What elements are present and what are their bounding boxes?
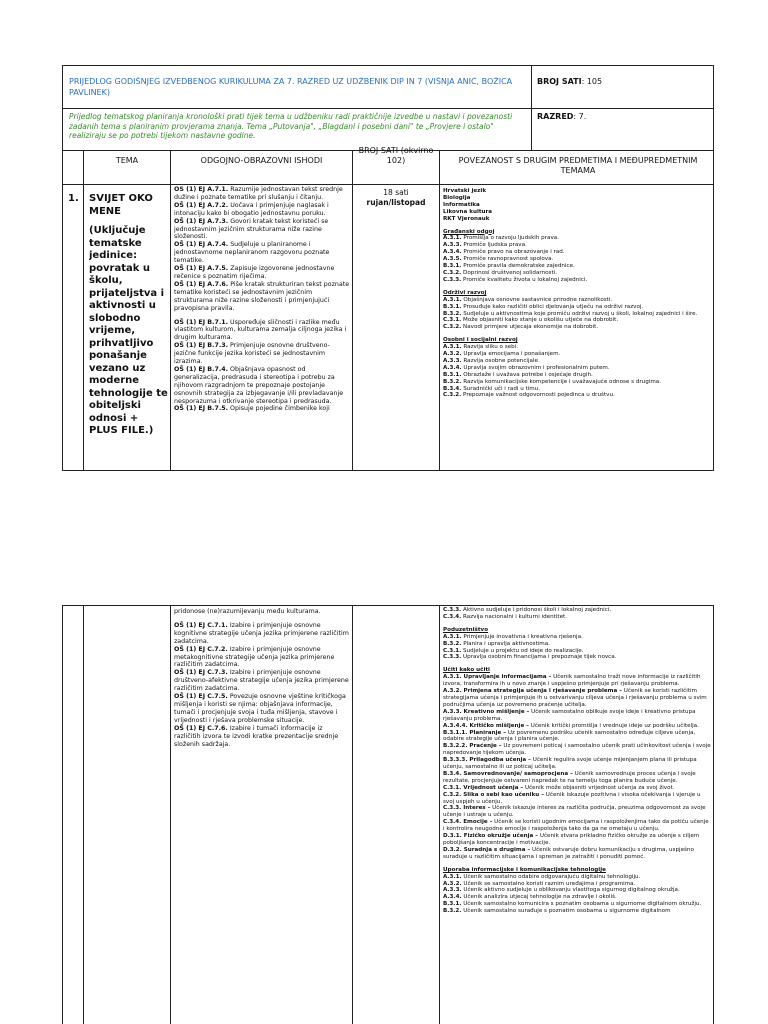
item-text: Učenik analizira utjecaj tehnologije na zdravlje i okoliš. [461,894,617,901]
group-title: Uporaba informacijske i komunikacijske tehnologije [443,866,606,873]
cross-curricular-links-continued [443,607,711,915]
code-label: B.3.2.2. Praćenje – [443,743,502,750]
code-label: D.3.2. Suradnja s drugima – [443,846,531,853]
code-label: C.3.3. [443,654,462,661]
item-text: Učenik iskazuje pozitivna i visoka očekivanja i vjeruje u svoj uspjeh u učenju. [443,791,701,805]
code-label: C.3.2. [443,324,462,331]
item-text: Opisuje pojedine čimbenike koji [228,405,330,413]
code-label: C.3.3. [443,607,462,613]
subject-name: Biologija [443,194,471,201]
code-label: A.3.3. [443,242,462,249]
code-label: B.3.2. [443,908,462,915]
item-text: Učenik kritički promišlja i vrednuje ideje uz podršku učitelja. [528,722,699,729]
link-item [443,792,711,806]
item-text: Učenik aktivno sudjeluje u oblikovanju vlastitoga sigurnog digitalnog okružja. [461,887,680,894]
item-text: Izabire i primjenjuje osnovne društveno-afektivne strategije učenja jezika primjerene različitim zadatcima. [174,669,349,693]
hours-total [537,77,712,86]
link-item [443,771,711,785]
link-item [443,785,711,792]
item-text: Prepoznaje važnost odgovornosti pojedinca u društvu. [461,392,615,399]
code-label: C.3.3. [443,276,462,283]
grade-value: : 7. [573,112,587,121]
item-text: Razvija komunikacijske kompetencije i uvažavajuće odnose s drugima. [461,378,661,385]
code-label: B.3.1. [443,901,462,908]
link-item [443,709,711,723]
outcome-item [174,241,350,265]
group-title: Održivi razvoj [443,289,487,296]
code-label: OŠ (1) EJ A.7.5. [174,265,229,273]
link-item [443,270,711,277]
item-text: Učenik stvara prikladno fizičko okružje za učenje s ciljem poboljšanja koncentracije i motivacije. [443,833,700,846]
code-label: OŠ (1) EJ C.7.2. [174,645,228,653]
divider [439,606,440,1024]
divider [63,184,713,185]
link-item [443,688,711,709]
code-label: B.3.3.3. Prilagodba učenja – [443,757,531,764]
divider [63,108,713,109]
link-item [443,757,711,771]
link-item [443,805,711,819]
item-text: Razumije jednostavan tekst srednje dužine i poznate tematike pri slušanju i čitanju. [174,186,343,201]
cross-curricular-links [443,188,711,399]
link-item [443,317,711,324]
item-text: Učenik regulira svoje učenje mijenjanjem plana ili pristupa učenju, samostalno ili uz poticaj učitelja. [443,757,697,771]
link-item [443,730,711,744]
code-label: A.3.1. Upravljanje informacijama – [443,674,552,681]
link-item [443,723,711,730]
code-label: OŠ (1) EJ B.7.4. [174,365,228,373]
item-text: Uz povremenu podršku učenik samostalno određuje ciljeve učenja, odabire strategije učenja i planira učenje. [443,729,696,743]
outcome-continuation: pridonose (ne)razumijevanju među kulturama. [174,608,321,615]
link-item [443,358,711,365]
item-text: Uspoređuje sličnosti i razlike među vlastitom kulturom, kulturama zemalja ciljnoga jezika i drugim kulturama. [174,318,347,342]
code-label: A.3.1. [443,296,462,303]
column-header-povezanost: POVEZANOST S DRUGIM PREDMETIMA I MEĐUPREDMETNIM TEMAMA [458,156,698,175]
outcome-item [174,218,350,242]
divider [439,150,440,470]
link-item [443,833,711,847]
item-text: Upravlja emocijama i ponašanjem. [461,351,561,358]
item-text: Doprinosi društvenoj solidarnosti. [461,269,557,276]
item-text: Uočava i primjenjuje naglasak i intonaciju kako bi obogatio jednostavnu poruku. [174,201,329,217]
outcomes-list-continued [174,608,350,748]
item-text: Učenik samovrednuje proces učenja i svoje rezultate, procjenjuje ostvareni napredak te na temelju toga planira buduće učenje. [443,770,696,784]
link-item [443,607,711,614]
item-text: Učenik samostalno komunicira s poznatim osobama u sigurnome digitalnom okružju. [461,901,702,908]
item-text: Promiče kvalitetu života u lokalnoj zajednici. [461,276,588,283]
item-text: Suradnički uči i radi u timu. [461,385,541,392]
link-item [443,743,711,757]
code-label: A.3.1. [443,235,462,242]
link-item [443,648,711,655]
divider [170,150,171,470]
group-title: Osobni i socijalni razvoj [443,337,518,344]
link-item [443,874,711,881]
code-label: A.3.5. [443,256,462,263]
link-item [443,847,711,861]
item-text: Primjenjuje osnovne društveno-jezične funkcije jezika koristeći se jednostavnim izrazima. [174,342,330,366]
outcome-item [174,319,350,343]
subject-name: Informatika [443,201,480,208]
code-label: A.3.1. [443,633,462,640]
item-text: Objašnjava osnovne sastavnice prirodne raznolikosti. [461,296,613,303]
code-label: C.3.1. [443,647,462,654]
hours-count: 18 sati [383,188,409,197]
link-item [443,641,711,648]
hours-label: BROJ SATI [537,77,582,86]
divider [83,150,84,470]
code-label: A.3.3. [443,887,462,894]
item-text: Učenik se koristi ugodnim emocijama i raspoloženjima tako da potiču učenje i kontrolira neugodne emocije i raspoloženja tako da ga ne ometaju u učenju. [443,819,709,833]
item-text: Sudjeluje u aktivnostima koje promiču održivi razvoj u školi, lokalnoj zajednici i šire. [461,310,698,317]
group-title: Učiti kako učiti [443,667,490,674]
planning-note: Prijedlog tematskog planiranja kronološki prati tijek tema u udžbeniku radi praktičnije izvedbe u nastavi i povezanosti zadanih tema s planiranim provjerama znanja. Tema „Putovanja", „Blagdani i posebni dani" te „Provjere i ostalo" realiziraju se po potrebi tijekom nastavne godine. [69,112,513,140]
code-label: C.3.2. [443,269,462,276]
code-label: B.3.1. [443,371,462,378]
item-text: Primjenjuje inovativna i kreativna rješenja. [461,633,583,640]
item-text: Može objasniti kako stanje u okolišu utječe na dobrobit. [461,317,619,324]
row-number: 1. [68,193,79,204]
item-text: Prosuđuje kako različiti oblici djelovanja utječu na održivi razvoj. [461,303,644,310]
link-item [443,379,711,386]
item-text: Učenik ostvaruje dobru komunikaciju s drugima, uspješno surađuje u različitim situacijama i spreman je zatražiti i ponuditi pomoć. [443,846,694,860]
divider [83,606,84,1024]
item-text: Piše kratak strukturiran tekst poznate tematike koristeći se jednostavnim jezičnim strukturama niže razine složenosti i primjenjujući pravopisna pravila. [174,280,350,312]
code-label: OŠ (1) EJ A.7.4. [174,241,229,249]
document-title: PRIJEDLOG GODIŠNJEG IZVEDBENOG KURIKULUMA ZA 7. RAZRED UZ UDŽBENIK DIP IN 7 (VIŠNJA ANIĆ, BOŽICA PAVLINEK) [69,77,513,97]
column-header-tema: TEMA [115,156,139,165]
link-item [443,634,711,641]
item-text: Učenik samostalno traži nove informacije iz različitih izvora, transformira ih u novo znanje i uspješno primjenjuje pri rješavanju problema. [443,674,701,688]
subject-name: Likovna kultura [443,208,493,215]
code-label: A.3.2. [443,351,462,358]
link-item [443,654,711,661]
month-range: rujan/listopad [366,198,426,207]
code-label: C.3.1. Vrijednost učenja – [443,784,524,791]
subject-name: Hrvatski jezik [443,188,487,194]
item-text: Izabire i primjenjuje osnovne kognitivne strategije učenja jezika primjerene različitim zadatcima. [174,621,349,645]
code-label: C.3.3. Interes – [443,805,491,812]
item-text: Navodi primjere utjecaja ekonomije na dobrobit. [461,324,599,331]
code-label: OŠ (1) EJ B.7.5. [174,405,228,413]
item-text: Razvija nacionalni i kulturni identitet. [461,613,567,620]
column-header-ishodi: ODGOJNO-OBRAZOVNI ISHODI [200,156,323,165]
item-text: Izabire i tumači informacije iz različitih izvora te izvodi kratke prezentacije srednje složenih sadržaja. [174,724,339,748]
code-label: D.3.1. Fizičko okružje učenja – [443,833,539,840]
code-label: B.3.2. [443,378,462,385]
code-label: A.3.2. Primjena strategija učenja i rješavanje problema – [443,688,623,695]
item-text: Objašnjava opasnost od generalizacija, predrasuda i stereotipa i potrebu za njihovom razgradnjom te prepoznaje postojanje osnovnih strategija za izbjegavanje i/ili prevladavanje nesporazuma i otkrivanje stereotipa i predrasuda. [174,365,344,405]
outcomes-list [174,186,350,413]
code-label: C.3.4. [443,613,462,620]
code-label: OŠ (1) EJ A.7.3. [174,217,229,225]
code-label: OŠ (1) EJ A.7.1. [174,186,229,193]
outcome-item [174,622,350,646]
code-label: A.3.4. [443,364,462,371]
item-text: Planira i upravlja aktivnostima. [461,640,550,647]
code-label: B.3.1. [443,263,462,270]
link-item [443,392,711,399]
item-text: Promiče pravila demokratske zajednice. [461,263,575,270]
code-label: A.3.1. [443,873,462,880]
code-label: A.3.1. [443,344,462,351]
link-item [443,365,711,372]
group-title: Poduzetništvo [443,626,489,633]
item-text: Obrazlaže i uvažava potrebe i osjećaje drugih. [461,371,593,378]
code-label: OŠ (1) EJ B.7.1. [174,318,228,326]
document-page-2 [62,605,714,1024]
code-label: A.3.3. Kreativno mišljenje – [443,708,530,715]
code-label: B.3.1.1. Planiranje – [443,729,507,736]
item-text: Aktivno sudjeluje i pridonosi školi i lokalnoj zajednici. [461,607,612,613]
outcome-item [174,265,350,281]
link-item [443,614,711,621]
item-text: Učenik samostalno odabire odgovarajuću digitalnu tehnologiju. [461,873,641,880]
item-text: Govori kratak tekst koristeći se jednostavnim jezičnim strukturama niže razine složenosti. [174,217,329,241]
outcome-item [174,281,350,313]
outcome-item [174,186,350,202]
code-label: OŠ (1) EJ A.7.2. [174,201,229,209]
topic-name: SVIJET OKO MENE [89,193,153,217]
code-label: C.3.2. Slika o sebi kao učeniku – [443,791,545,798]
item-text: Razvija sliku o sebi. [461,344,518,351]
item-text: Zapisuje izgovorene jednostavne rečenice s poznatim riječima. [174,265,335,280]
link-item [443,351,711,358]
group-title: Građanski odgoj [443,228,495,235]
hours-value: : 105 [581,77,603,86]
link-item [443,324,711,331]
item-text: Učenik samostalno oblikuje svoje ideje i kreativno pristupa rješavanju problema. [443,708,696,722]
code-label: B.3.4. Samovrednovanje/ samoprocjena – [443,770,573,777]
grade-label: RAZRED [537,112,574,121]
item-text: Upravlja svojim obrazovnim i profesionalnim putem. [461,364,610,371]
divider [170,606,171,1024]
code-label: A.3.4. [443,249,462,256]
code-label: A.3.3. [443,357,462,364]
code-label: B.3.4. [443,385,462,392]
item-text: Sudjeluje u planiranome i jednostavnome neplaniranom razgovoru poznate tematike. [174,241,330,265]
link-item [443,344,711,351]
item-text: Izabire i primjenjuje osnovne metakognitivne strategije učenja jezika primjerene različitim zadatcima. [174,645,335,669]
item-text: Razvija osobne potencijale. [461,357,540,364]
code-label: OŠ (1) EJ C.7.1. [174,621,228,629]
item-text: Sudjeluje u projektu od ideje do realizacije. [461,647,584,654]
code-label: B.3.1. [443,303,462,310]
grade [537,112,712,121]
code-label: C.3.2. [443,392,462,399]
code-label: OŠ (1) EJ C.7.6. [174,724,228,732]
document-page-1 [62,65,714,471]
code-label: OŠ (1) EJ A.7.6. [174,280,229,288]
outcome-item [174,366,350,406]
outcome-item [174,405,350,413]
link-item [443,263,711,270]
outcome-item [174,342,350,366]
code-label: A.3.2. [443,880,462,887]
item-text: Učenik može objasniti vrijednost učenja za svoj život. [523,784,675,791]
code-label: A.3.4.4. Kritičko mišljenje – [443,722,529,729]
code-label: A.3.4. [443,894,462,901]
link-item [443,297,711,304]
item-text: Promiče ljudska prava. [461,242,527,249]
code-label: OŠ (1) EJ C.7.3. [174,669,228,677]
code-label: C.3.4. Emocije – [443,819,493,826]
item-text: Učenik se koristi različitim strategijama učenja i primjenjuje ih u ostvarivanju ciljeva učenja i rješavanju problema u svim područjima učenja uz povremeno praćenje učitelja. [443,688,707,708]
item-text: Učenik samostalno surađuje s poznatim osobama u sigurnome digitalnom [461,908,671,915]
item-text: Učenik se samostalno koristi raznim uređajima i programima. [461,880,636,887]
link-item [443,908,711,915]
code-label: OŠ (1) EJ C.7.5. [174,693,228,701]
item-text: Promiče pravo na obrazovanje i rad. [461,249,565,256]
code-label: B.3.2. [443,640,462,647]
divider [352,606,353,1024]
item-text: Povezuje osnovne vještine kritičkoga mišljenja i koristi se njima: objašnjava informacije, tumači i procjenjuje svoja i tuđa mišljenja, stavove i vrijednosti i rješava problemske situacije. [174,693,346,724]
link-item [443,674,711,688]
topic-description: (Uključuje tematske jedinice: povratak u školu, prijateljstva i aktivnosti u slobodno vrijeme, prihvatljivo ponašanje vezano uz moderne tehnologije te obiteljski odnosi + PLUS FILE.) [89,225,168,436]
link-item [443,277,711,284]
topic-title [89,193,169,438]
item-text: Promišlja o razvoju ljudskih prava. [461,235,559,242]
item-text: Uz povremeni poticaj i samostalno učenik prati učinkovitost učenja i svoje napredovanje tijekom učenja. [443,743,711,757]
outcome-item [174,202,350,218]
outcome-item [174,646,350,670]
link-item [443,304,711,311]
link-item [443,819,711,833]
code-label: OŠ (1) EJ B.7.3. [174,342,228,350]
link-item [443,372,711,379]
item-text: Učenik iskazuje interes za različita područja, preuzima odgovornost za svoje učenje i ustraje u učenju. [443,805,706,819]
column-header-broj-sati: BROJ SATI (okvirno 102) [358,146,434,165]
item-text: Promiče ravnopravnost spolova. [461,256,554,263]
code-label: B.3.2. [443,310,462,317]
outcome-item [174,725,350,749]
outcome-item [174,669,350,693]
outcome-item [174,693,350,725]
code-label: C.3.1. [443,317,462,324]
hours-cell [353,188,439,208]
subject-name: RKT Vjeronauk [443,215,490,222]
item-text: Upravlja osobnim financijama i prepoznaje tijek novca. [461,654,617,661]
